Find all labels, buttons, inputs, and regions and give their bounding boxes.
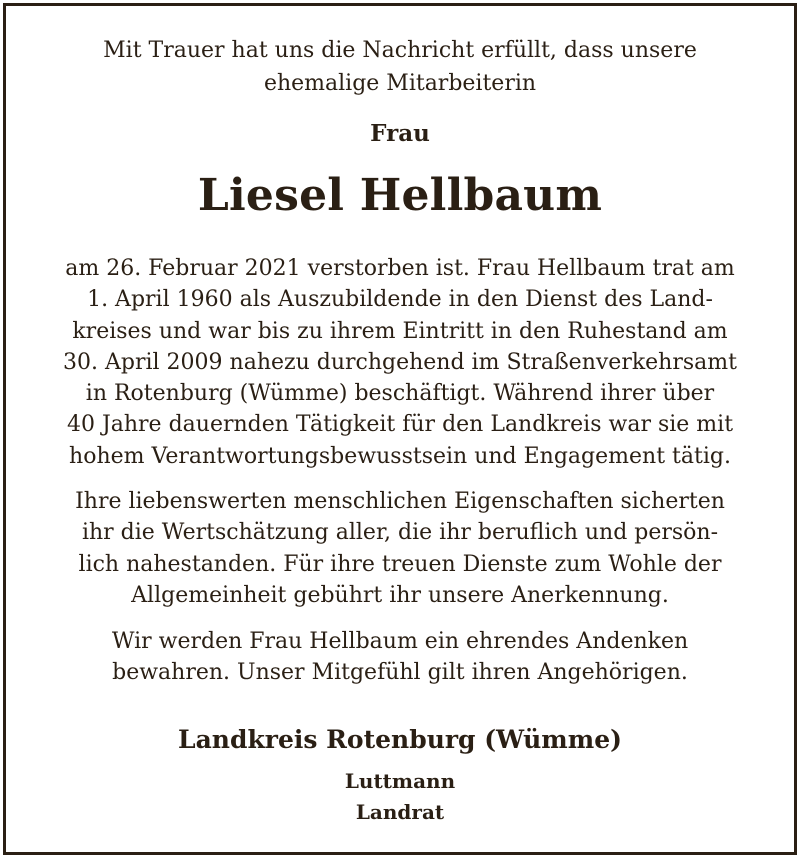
paragraph-appreciation: Ihre liebenswerten menschlichen Eigenschaften sicherten ihr die Wertschätzung aller, die ihr beruflich und persön- lich nahestanden. Für ihre treuen Dienste zum Wohle der Allgemeinheit gebührt ihr unsere Anerkennung. <box>75 489 725 608</box>
paragraph-career: am 26. Februar 2021 verstorben ist. Frau Hellbaum trat am 1. April 1960 als Auszubildende in den Dienst des Land- kreises und war bis zu ihrem Eintritt in den Ruhestand am 30. April 2009 nahezu durchgehend im Straßenverkehrsamt in Rotenburg (Wümme) beschäftigt. Während ihrer über 40 Jahre dauernden Tätigkeit für den Landkreis war sie mit hohem Verantwortungsbewusstsein und Engagement tätig. <box>63 256 737 469</box>
paragraph-condolence: Wir werden Frau Hellbaum ein ehrendes Andenken bewahren. Unser Mitgefühl gilt ihren Angehörigen. <box>111 629 689 686</box>
salutation: Frau <box>370 120 430 147</box>
signer-name: Luttmann <box>344 769 456 793</box>
intro-text: Mit Trauer hat uns die Nachricht erfüllt, dass unsere ehemalige Mitarbeiterin <box>103 38 697 96</box>
signer-role: Landrat <box>355 800 445 824</box>
organization-name: Landkreis Rotenburg (Wümme) <box>178 725 622 754</box>
deceased-name: Liesel Hellbaum <box>197 170 603 221</box>
